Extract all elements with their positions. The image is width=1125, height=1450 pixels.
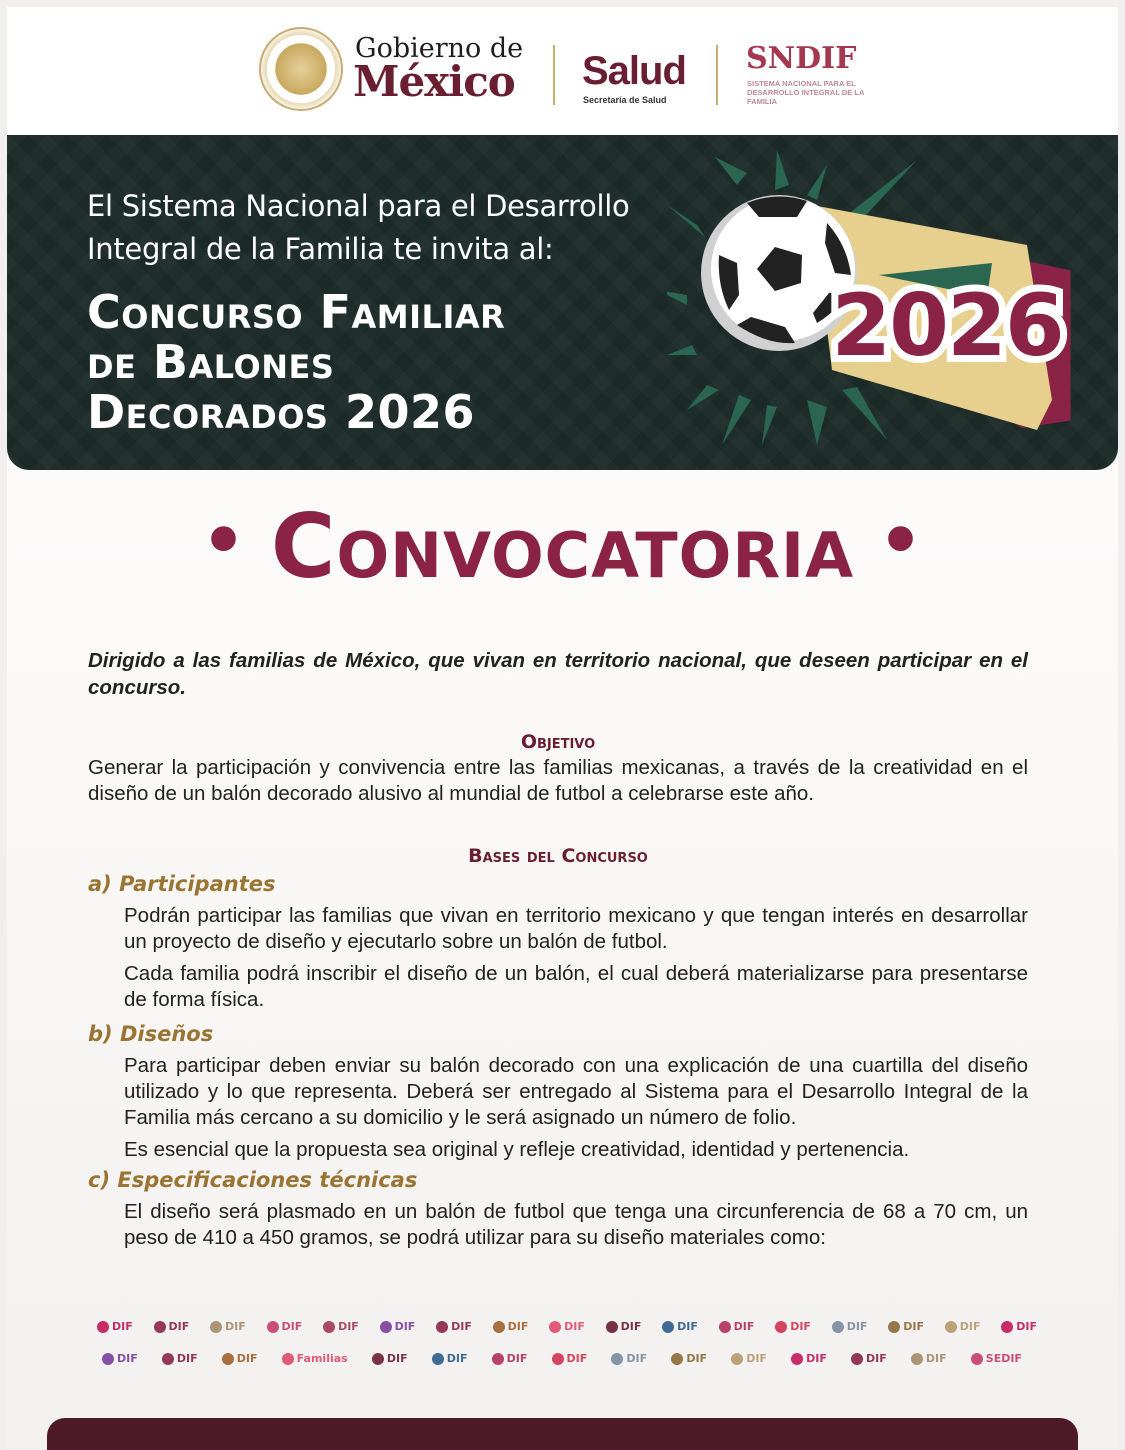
logo-label: DIF [677, 1320, 698, 1333]
logo-emblem-icon [606, 1321, 618, 1333]
logo-emblem-icon [162, 1353, 174, 1365]
logo-label: DIF [168, 1320, 190, 1333]
logo-emblem-icon [549, 1321, 561, 1333]
logo-label: DIF [686, 1352, 708, 1365]
logo-emblem-icon [971, 1353, 983, 1365]
bases-section [88, 843, 1028, 1251]
logo-emblem-icon [102, 1353, 114, 1365]
dif-state-logo [436, 1320, 472, 1333]
dif-state-logo [611, 1352, 647, 1365]
logo-label: DIF [112, 1320, 133, 1333]
logo-emblem-icon [611, 1353, 623, 1365]
dif-state-logo [267, 1320, 303, 1333]
dif-state-logo [851, 1352, 887, 1365]
logo-label: DIF [338, 1320, 359, 1333]
logo-emblem-icon [154, 1321, 166, 1333]
logo-emblem-icon [719, 1321, 731, 1333]
dif-state-logo [154, 1320, 190, 1333]
dif-state-logo [832, 1320, 868, 1333]
paragraph: Podrán participar las familias que vivan en territorio mexicano y que tengan interés en desarrollar un proyecto de diseño y ejecutarlo sobre un balón de futbol. [124, 904, 1028, 953]
dif-state-logo [888, 1320, 924, 1333]
logo-emblem-icon [97, 1321, 109, 1333]
sndif-subtitle: SISTEMA NACIONAL PARA EL DESARROLLO INTEGRAL DE LA FAMILIA [747, 79, 865, 106]
objetivo-heading: Objetivo [520, 731, 596, 753]
dif-state-logo [210, 1320, 246, 1333]
dif-state-logo [372, 1352, 408, 1365]
logo-label: DIF [1016, 1320, 1037, 1333]
invitation-text [87, 185, 629, 271]
dif-state-logo [323, 1320, 359, 1333]
gobierno-logo-text: Gobierno de [355, 33, 524, 64]
soccer-ball-2026-graphic [667, 145, 1087, 455]
dif-state-logo [162, 1352, 198, 1365]
logo-emblem-icon [888, 1321, 900, 1333]
convocatoria-heading [7, 495, 1118, 598]
salud-logo: Salud [582, 49, 686, 93]
divider [716, 45, 718, 105]
logo-emblem-icon [492, 1353, 504, 1365]
salud-subtitle: Secretaría de Salud [583, 95, 667, 105]
logo-label: DIF [394, 1320, 416, 1333]
dif-state-logo [791, 1352, 827, 1365]
dif-state-logo [282, 1352, 348, 1365]
logo-emblem-icon [432, 1353, 444, 1365]
dif-state-logo [662, 1320, 698, 1333]
poster [7, 7, 1118, 1450]
logo-emblem-icon [493, 1321, 505, 1333]
logo-label: DIF [451, 1320, 472, 1333]
paragraph: Es esencial que la propuesta sea original y refleje creatividad, identidad y pertenencia. [124, 1138, 910, 1161]
objetivo-section [88, 729, 1028, 807]
paragraph: El diseño será plasmado en un balón de futbol que tenga una circunferencia de 68 a 70 cm, un peso de 410 a 450 gramos, se podrá utilizar para su diseño materiales como: [124, 1200, 1028, 1249]
intro-text: Dirigido a las familias de México, que vivan en territorio nacional, que deseen participar en el concurso. [88, 649, 1028, 699]
logo-label: DIF [790, 1320, 811, 1333]
logo-label: Familias [296, 1352, 348, 1365]
objetivo-text: Generar la participación y convivencia entre las familias mexicanas, a través de la creatividad en el diseño de un balón decorado alusivo al mundial de futbol a celebrarse este año. [88, 756, 1028, 805]
dif-state-logo [97, 1320, 133, 1333]
dif-state-logo [719, 1320, 755, 1333]
dif-state-logo [971, 1352, 1022, 1365]
section-disenos: b) Diseños [88, 1022, 214, 1046]
convocatoria-title: Convocatoria [270, 495, 855, 598]
paragraph: Cada familia podrá inscribir el diseño de un balón, el cual deberá materializarse para presentarse de forma física. [124, 962, 1028, 1011]
state-dif-logos-row-2 [102, 1352, 1022, 1365]
logo-emblem-icon [210, 1321, 222, 1333]
header-logos [7, 7, 1118, 135]
logo-emblem-icon [791, 1353, 803, 1365]
title-line: de Balones [87, 335, 335, 389]
logo-label: DIF [925, 1352, 947, 1365]
divider [553, 45, 555, 105]
logo-emblem-icon [323, 1321, 335, 1333]
state-dif-logos-row-1 [97, 1320, 1037, 1333]
logo-label: DIF [626, 1352, 648, 1365]
hero-banner [7, 135, 1118, 470]
paragraph: Para participar deben enviar su balón decorado con una explicación de una cuartilla del diseño utilizado y lo que representa. Deberá ser entregado al Sistema para el Desarrollo Integral de la Familia más cercano a su domicilio y le será asignado un número de folio. [124, 1054, 1028, 1129]
logo-label: DIF [566, 1352, 588, 1365]
dif-state-logo [549, 1320, 585, 1333]
logo-emblem-icon [662, 1321, 674, 1333]
dif-state-logo [380, 1320, 416, 1333]
dif-state-logo [671, 1352, 707, 1365]
logo-label: DIF [386, 1352, 408, 1365]
title-line: Decorados 2026 [87, 385, 475, 439]
logo-emblem-icon [552, 1353, 564, 1365]
logo-emblem-icon [222, 1353, 234, 1365]
section-especificaciones: c) Especificaciones técnicas [88, 1168, 418, 1192]
contest-title [87, 287, 505, 437]
logo-emblem-icon [380, 1321, 392, 1333]
logo-emblem-icon [436, 1321, 448, 1333]
section-participantes: a) Participantes [88, 872, 276, 896]
logo-emblem-icon [851, 1353, 863, 1365]
dif-state-logo [493, 1320, 529, 1333]
logo-label: DIF [564, 1320, 585, 1333]
national-seal-logo [259, 27, 343, 111]
logo-emblem-icon [731, 1353, 743, 1365]
logo-label: DIF [446, 1352, 468, 1365]
dif-state-logo [432, 1352, 468, 1365]
dif-state-logo [552, 1352, 588, 1365]
invite-line: El Sistema Nacional para el Desarrollo [87, 189, 630, 223]
logo-label: DIF [746, 1352, 767, 1365]
mexico-logo-text: México [353, 57, 515, 106]
dif-state-logo [102, 1352, 138, 1365]
logo-label: DIF [176, 1352, 198, 1365]
logo-label: DIF [281, 1320, 303, 1333]
footer-bar [47, 1418, 1078, 1450]
logo-label: DIF [507, 1320, 529, 1333]
dif-state-logo [731, 1352, 767, 1365]
logo-emblem-icon [671, 1353, 683, 1365]
bullet-dot: • [201, 500, 247, 582]
logo-label: DIF [117, 1352, 138, 1365]
logo-emblem-icon [267, 1321, 279, 1333]
logo-emblem-icon [945, 1321, 957, 1333]
bullet-dot: • [878, 500, 924, 582]
dif-state-logo [492, 1352, 528, 1365]
dif-state-logo [945, 1320, 981, 1333]
logo-emblem-icon [1001, 1321, 1013, 1333]
invite-line: Integral de la Familia te invita al: [87, 232, 554, 266]
dif-state-logo [222, 1352, 258, 1365]
sndif-logo: SNDIF [746, 41, 857, 76]
logo-emblem-icon [372, 1353, 384, 1365]
dif-state-logo [911, 1352, 947, 1365]
logo-label: DIF [733, 1320, 755, 1333]
logo-label: DIF [225, 1320, 246, 1333]
logo-label: SEDIF [985, 1352, 1022, 1365]
dif-state-logo [1001, 1320, 1037, 1333]
logo-label: DIF [865, 1352, 887, 1365]
logo-label: DIF [806, 1352, 827, 1365]
logo-emblem-icon [775, 1321, 787, 1333]
logo-emblem-icon [282, 1353, 294, 1365]
logo-label: DIF [959, 1320, 981, 1333]
dif-state-logo [775, 1320, 811, 1333]
logo-label: DIF [903, 1320, 924, 1333]
bases-heading: Bases del Concurso [468, 845, 648, 867]
title-line: Concurso Familiar [87, 285, 506, 339]
logo-emblem-icon [911, 1353, 923, 1365]
year-badge: 2026 [831, 276, 1063, 376]
logo-emblem-icon [832, 1321, 844, 1333]
logo-label: DIF [236, 1352, 258, 1365]
logo-label: DIF [846, 1320, 868, 1333]
dif-state-logo [606, 1320, 642, 1333]
logo-label: DIF [620, 1320, 642, 1333]
logo-label: DIF [506, 1352, 528, 1365]
